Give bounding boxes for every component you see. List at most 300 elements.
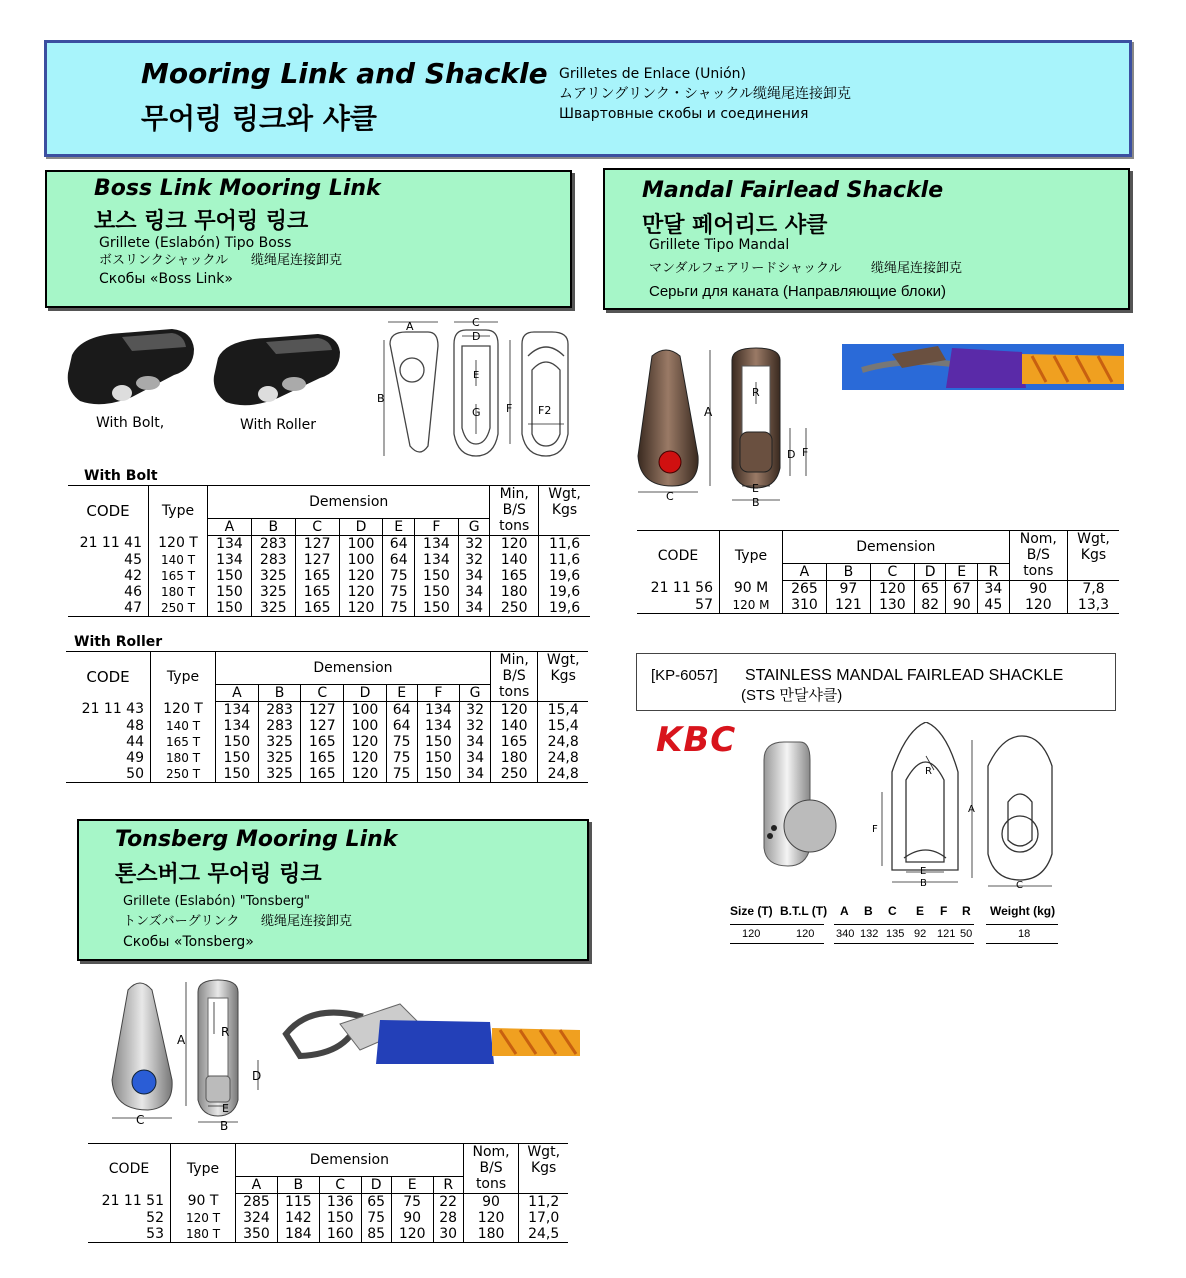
dim-label-c: C <box>666 490 674 503</box>
table-cell: 64 <box>383 535 415 552</box>
table-cell: 120 <box>339 568 383 584</box>
table-cell: 165 <box>295 600 339 617</box>
table-cell: 180 T <box>171 1226 236 1243</box>
table-cell: 134 <box>208 552 252 568</box>
cell-code: 45 <box>68 552 149 568</box>
table-cell: 64 <box>383 552 415 568</box>
table-cell: 165 <box>301 750 344 766</box>
table-cell: 140 <box>490 718 537 734</box>
th-d: D <box>914 563 946 580</box>
table-cell: 165 T <box>151 734 216 750</box>
td-weight: 18 <box>1018 928 1031 940</box>
table-cell: 180 <box>463 1226 519 1243</box>
table-row <box>68 584 590 600</box>
th-g: G <box>458 518 490 535</box>
boss-roller-table <box>66 651 588 783</box>
td-size: 120 <box>742 928 761 940</box>
th-g: G <box>460 684 491 701</box>
table-cell: 150 <box>414 568 458 584</box>
th-a: A <box>208 518 252 535</box>
page-title: Mooring Link and Shackle <box>141 57 548 90</box>
boss-roller-rows <box>66 701 588 782</box>
th-a: A <box>783 563 827 580</box>
th-c: C <box>295 518 339 535</box>
table-cell: 150 <box>208 584 252 600</box>
table-cell: 100 <box>339 535 383 552</box>
table-cell: 120 <box>463 1210 519 1226</box>
table-cell: 150 <box>417 750 460 766</box>
mandal-title: Mandal Fairlead Shackle <box>642 178 944 203</box>
th-bs: B/S <box>490 502 539 518</box>
table-cell: 134 <box>216 718 259 734</box>
table-cell: 85 <box>361 1226 391 1243</box>
dim-label-c: C <box>1016 880 1023 891</box>
table-cell: 32 <box>458 552 490 568</box>
table-cell: 150 <box>216 734 259 750</box>
stainless-spec-table <box>730 904 1060 946</box>
table-cell: 325 <box>258 766 301 783</box>
mandal-line-es: Grillete Tipo Mandal <box>649 237 790 253</box>
tonsberg-rows <box>88 1193 568 1242</box>
mandal-rope-photo <box>842 344 1124 390</box>
tonsberg-header <box>77 819 589 961</box>
th-nom: Nom, <box>463 1144 519 1161</box>
tonsberg-drawing <box>100 972 270 1134</box>
table-cell: 100 <box>344 701 387 718</box>
table-cell: 136 <box>319 1193 361 1210</box>
th-a: A <box>216 684 259 701</box>
with-bolt-label: With Bolt <box>84 468 158 484</box>
table-cell: 325 <box>258 750 301 766</box>
td-r: 50 <box>960 928 973 940</box>
table-cell: 350 <box>236 1226 278 1243</box>
th-type: Type <box>149 486 208 536</box>
boss-link-bolt-photo <box>62 325 196 415</box>
table-cell: 32 <box>460 701 491 718</box>
table-cell: 150 <box>216 750 259 766</box>
td-b: 132 <box>860 928 879 940</box>
th-r: R <box>433 1176 463 1193</box>
boss-line-jp: ボスリンクシャックル <box>99 253 229 268</box>
table-cell: 134 <box>414 535 458 552</box>
cell-code: 21 11 43 <box>66 701 151 718</box>
table-cell: 150 <box>417 734 460 750</box>
table-cell: 130 <box>870 597 914 614</box>
table-cell: 150 <box>417 766 460 783</box>
th-dimension: Demension <box>216 652 491 685</box>
dim-label-a: A <box>704 405 713 419</box>
table-cell: 120 <box>1009 597 1067 614</box>
th-f: F <box>414 518 458 535</box>
th-min: Min, <box>490 652 537 669</box>
kbc-logo: KBC <box>656 720 737 760</box>
boss-line-cn: 缆绳尾连接卸克 <box>251 253 343 268</box>
table-cell: 19,6 <box>548 567 581 584</box>
th-bs: B/S <box>490 668 537 684</box>
boss-link-header <box>45 170 572 308</box>
table-row <box>88 1193 568 1210</box>
table-cell: 285 <box>236 1193 278 1210</box>
table-cell: 24,5 <box>519 1226 568 1243</box>
mandal-rows <box>637 580 1119 613</box>
dim-label-g: G <box>472 406 481 419</box>
th-e: E <box>391 1176 433 1193</box>
th-c: C <box>301 684 344 701</box>
cell-code: 47 <box>68 600 149 617</box>
dim-label-a: A <box>406 320 414 333</box>
cell-code: 52 <box>88 1210 171 1226</box>
table-cell: 45 <box>978 597 1010 614</box>
table-cell: 34 <box>460 766 491 783</box>
th-code: CODE <box>68 486 149 536</box>
table-cell: 325 <box>251 568 295 584</box>
th-a: A <box>236 1176 278 1193</box>
table-cell: 180 T <box>149 584 208 600</box>
table-cell: 150 <box>414 584 458 600</box>
th-tons: tons <box>490 518 539 535</box>
mandal-table <box>637 530 1119 614</box>
dim-label-e: E <box>752 482 759 495</box>
dim-label-e: E <box>473 370 480 381</box>
table-row <box>66 718 588 734</box>
table-cell: 65 <box>361 1193 391 1210</box>
table-cell: 24,8 <box>547 733 579 750</box>
table-cell: 75 <box>391 1193 433 1210</box>
th-type: Type <box>151 652 216 702</box>
table-cell: 90 <box>463 1193 519 1210</box>
cell-code: 21 11 41 <box>68 535 149 552</box>
dim-label-c: C <box>472 316 480 329</box>
th-e: E <box>916 904 925 918</box>
table-cell: 160 <box>319 1226 361 1243</box>
table-cell: 120 <box>339 584 383 600</box>
th-code: CODE <box>88 1144 171 1194</box>
table-cell: 121 <box>826 597 870 614</box>
td-btl: 120 <box>796 928 815 940</box>
table-row <box>68 552 590 568</box>
th-c: C <box>319 1176 361 1193</box>
stainless-title-ko: (STS 만달샤클) <box>741 687 843 704</box>
table-cell: 120 <box>344 734 387 750</box>
table-cell: 120 T <box>171 1210 236 1226</box>
cell-code: 50 <box>66 766 151 783</box>
table-row <box>68 535 590 552</box>
table-cell: 115 <box>277 1193 319 1210</box>
table-cell: 90 <box>1009 580 1067 597</box>
table-cell: 165 <box>490 568 539 584</box>
dim-label-a: A <box>177 1033 186 1047</box>
boss-bolt-rows <box>68 535 590 616</box>
table-cell: 75 <box>383 568 415 584</box>
table-cell: 250 <box>490 600 539 617</box>
th-tons: tons <box>1009 563 1067 580</box>
th-f: F <box>940 904 948 918</box>
table-cell: 180 T <box>151 750 216 766</box>
dim-label-b: B <box>920 878 927 889</box>
table-cell: 120 M <box>720 597 783 614</box>
table-cell: 100 <box>339 552 383 568</box>
mandal-drawing <box>632 340 814 508</box>
table-cell: 127 <box>295 552 339 568</box>
table-cell: 134 <box>417 718 460 734</box>
th-b: B <box>258 684 301 701</box>
table-cell: 97 <box>826 580 870 597</box>
th-wgt: Wgt, Kgs <box>538 652 588 685</box>
table-row <box>66 750 588 766</box>
th-r: R <box>962 904 971 918</box>
table-cell: 19,6 <box>539 600 590 617</box>
dim-label-d: D <box>252 1069 262 1083</box>
th-dimension: Demension <box>236 1144 464 1177</box>
table-cell: 34 <box>458 600 490 617</box>
table-cell: 120 <box>490 701 537 718</box>
th-type: Type <box>720 531 783 581</box>
table-cell: 283 <box>251 535 295 552</box>
td-f: 121 <box>937 928 956 940</box>
header-line-ru: Швартовные скобы и соединения <box>559 106 809 122</box>
th-d: D <box>361 1176 391 1193</box>
tonsberg-title: Tonsberg Mooring Link <box>115 827 398 852</box>
table-row <box>637 597 1119 614</box>
cell-code: 57 <box>637 597 720 614</box>
table-cell: 34 <box>458 568 490 584</box>
table-cell: 250 <box>490 766 537 783</box>
table-cell: 250 T <box>149 600 208 617</box>
boss-line-es: Grillete (Eslabón) Tipo Boss <box>99 235 292 251</box>
th-bs: B/S <box>463 1160 519 1176</box>
table-cell: 150 <box>208 568 252 584</box>
cell-code: 42 <box>68 568 149 584</box>
th-btl: B.T.L (T) <box>780 904 828 918</box>
boss-link-drawing <box>376 316 586 466</box>
table-cell: 325 <box>251 584 295 600</box>
th-c: C <box>888 904 897 918</box>
table-row <box>637 580 1119 597</box>
th-wgt: Wgt, Kgs <box>519 1144 568 1177</box>
table-cell: 75 <box>383 584 415 600</box>
table-cell: 180 <box>490 584 539 600</box>
table-cell: 310 <box>783 597 827 614</box>
table-cell: 140 <box>490 552 539 568</box>
dim-label-r: R <box>752 386 760 399</box>
cell-code: 46 <box>68 584 149 600</box>
table-cell: 75 <box>361 1210 391 1226</box>
stainless-drawing <box>750 722 1066 892</box>
table-cell: 11,6 <box>548 535 581 552</box>
caption-with-bolt: With Bolt, <box>96 415 165 431</box>
table-cell: 24,8 <box>538 766 588 783</box>
cell-code: 49 <box>66 750 151 766</box>
table-cell: 283 <box>258 718 301 734</box>
table-cell: 127 <box>295 535 339 552</box>
th-f: F <box>417 684 460 701</box>
table-cell: 180 <box>490 750 537 766</box>
th-b: B <box>826 563 870 580</box>
th-tons: tons <box>463 1176 519 1193</box>
table-cell: 120 <box>344 750 387 766</box>
mandal-line-ru: Серьги для каната (Направляющие блоки) <box>649 283 946 300</box>
table-cell: 165 <box>295 584 339 600</box>
table-cell: 165 <box>490 734 537 750</box>
mandal-line-cn: 缆绳尾连接卸克 <box>871 261 963 276</box>
cell-code: 53 <box>88 1226 171 1243</box>
boss-title: Boss Link Mooring Link <box>94 176 381 201</box>
dim-label-b: B <box>377 392 385 405</box>
cell-code: 21 11 51 <box>88 1193 171 1210</box>
header-line-es: Grilletes de Enlace (Unión) <box>559 66 747 82</box>
table-cell: 184 <box>277 1226 319 1243</box>
table-cell: 324 <box>236 1210 278 1226</box>
table-cell: 17,0 <box>528 1209 560 1226</box>
table-cell: 34 <box>460 734 491 750</box>
dim-label-r: R <box>925 766 932 777</box>
table-cell: 28 <box>433 1210 463 1226</box>
th-e: E <box>946 563 978 580</box>
th-e: E <box>386 684 417 701</box>
table-cell: 120 T <box>149 535 208 552</box>
table-cell: 90 <box>391 1210 433 1226</box>
table-cell: 165 T <box>149 568 208 584</box>
table-row <box>68 568 590 584</box>
table-cell: 165 <box>301 734 344 750</box>
dim-label-c: C <box>136 1113 145 1127</box>
table-cell: 32 <box>460 718 491 734</box>
th-nom: Nom, <box>1009 531 1067 548</box>
boss-link-roller-photo <box>210 330 342 416</box>
tonsberg-table <box>88 1143 568 1243</box>
th-b: B <box>864 904 873 918</box>
cell-code: 21 11 56 <box>637 580 720 597</box>
dim-label-f: F <box>802 446 809 459</box>
th-b: B <box>251 518 295 535</box>
table-cell: 67 <box>946 580 978 597</box>
table-cell: 325 <box>251 600 295 617</box>
table-cell: 150 <box>208 600 252 617</box>
table-cell: 100 <box>344 718 387 734</box>
td-c: 135 <box>886 928 905 940</box>
table-cell: 265 <box>783 580 827 597</box>
th-d: D <box>344 684 387 701</box>
dim-label-f2: F2 <box>538 404 552 417</box>
table-cell: 120 <box>391 1226 433 1243</box>
th-type: Type <box>171 1144 236 1194</box>
th-weight: Weight (kg) <box>990 904 1056 918</box>
boss-title-ko: 보스 링크 무어링 링크 <box>94 209 309 234</box>
th-dimension: Demension <box>783 531 1010 564</box>
dim-label-f: F <box>872 824 878 835</box>
table-cell: 120 T <box>151 701 216 718</box>
th-c: C <box>870 563 914 580</box>
page-title-ko: 무어링 링크와 샤클 <box>141 102 377 135</box>
tonsberg-line-cn: 缆绳尾连接卸克 <box>261 914 353 929</box>
table-cell: 120 <box>339 600 383 617</box>
table-cell: 34 <box>458 584 490 600</box>
th-wgt: Wgt, Kgs <box>1067 531 1119 564</box>
table-row <box>88 1226 568 1243</box>
stainless-header <box>636 653 1116 711</box>
dim-label-r: R <box>221 1025 230 1039</box>
table-cell: 250 T <box>151 766 216 783</box>
mandal-title-ko: 만달 페어리드 샤클 <box>642 213 828 238</box>
table-cell: 134 <box>216 701 259 718</box>
th-tons: tons <box>490 684 537 701</box>
table-cell: 127 <box>301 701 344 718</box>
table-cell: 75 <box>386 734 417 750</box>
with-roller-label: With Roller <box>74 634 163 650</box>
th-e: E <box>383 518 415 535</box>
boss-line-ru: Скобы «Boss Link» <box>99 271 233 287</box>
header-banner <box>44 40 1132 157</box>
table-cell: 75 <box>383 600 415 617</box>
table-cell: 19,6 <box>548 583 581 600</box>
table-cell: 283 <box>258 701 301 718</box>
dim-label-e: E <box>920 866 927 877</box>
table-cell: 75 <box>386 766 417 783</box>
table-row <box>66 766 588 783</box>
table-row <box>88 1210 568 1226</box>
dim-label-e: E <box>222 1102 229 1115</box>
th-size: Size (T) <box>730 904 773 918</box>
th-bs: B/S <box>1009 547 1067 563</box>
th-d: D <box>339 518 383 535</box>
tonsberg-rope-photo <box>280 994 582 1074</box>
table-cell: 64 <box>386 701 417 718</box>
table-cell: 34 <box>460 750 491 766</box>
table-cell: 134 <box>208 535 252 552</box>
th-code: CODE <box>637 531 720 581</box>
table-cell: 140 T <box>151 718 216 734</box>
table-cell: 165 <box>301 766 344 783</box>
th-dimension: Demension <box>208 486 490 519</box>
table-cell: 24,8 <box>547 749 579 766</box>
table-cell: 90 T <box>171 1193 236 1210</box>
table-row <box>66 701 588 718</box>
table-cell: 11,2 <box>528 1193 560 1210</box>
tonsberg-line-jp: トンズバーグリンク <box>123 914 240 929</box>
td-e: 92 <box>914 928 927 940</box>
table-cell: 134 <box>414 552 458 568</box>
dim-label-b: B <box>220 1119 229 1133</box>
th-b: B <box>277 1176 319 1193</box>
table-cell: 165 <box>295 568 339 584</box>
table-cell: 142 <box>277 1210 319 1226</box>
table-cell: 90 <box>946 597 978 614</box>
table-cell: 127 <box>301 718 344 734</box>
th-r: R <box>978 563 1010 580</box>
th-code: CODE <box>66 652 151 702</box>
header-line-cn: 缆绳尾连接卸克 <box>753 86 851 102</box>
table-cell: 11,6 <box>548 551 581 568</box>
tonsberg-line-ru: Скобы «Tonsberg» <box>123 934 254 950</box>
cell-code: 44 <box>66 734 151 750</box>
table-cell: 90 M <box>720 580 783 597</box>
table-cell: 120 <box>490 535 539 552</box>
table-cell: 82 <box>914 597 946 614</box>
table-cell: 120 <box>344 766 387 783</box>
table-cell: 134 <box>417 701 460 718</box>
boss-bolt-table <box>68 485 590 617</box>
mandal-line-jp: マンダルフェアリードシャックル <box>649 261 842 276</box>
table-cell: 65 <box>914 580 946 597</box>
stainless-code: [KP-6057] <box>651 667 718 684</box>
cell-code: 48 <box>66 718 151 734</box>
table-cell: 140 T <box>149 552 208 568</box>
table-cell: 283 <box>251 552 295 568</box>
dim-label-d: D <box>787 448 796 461</box>
th-min: Min, <box>490 486 539 503</box>
table-cell: 30 <box>433 1226 463 1243</box>
table-cell: 34 <box>978 580 1010 597</box>
